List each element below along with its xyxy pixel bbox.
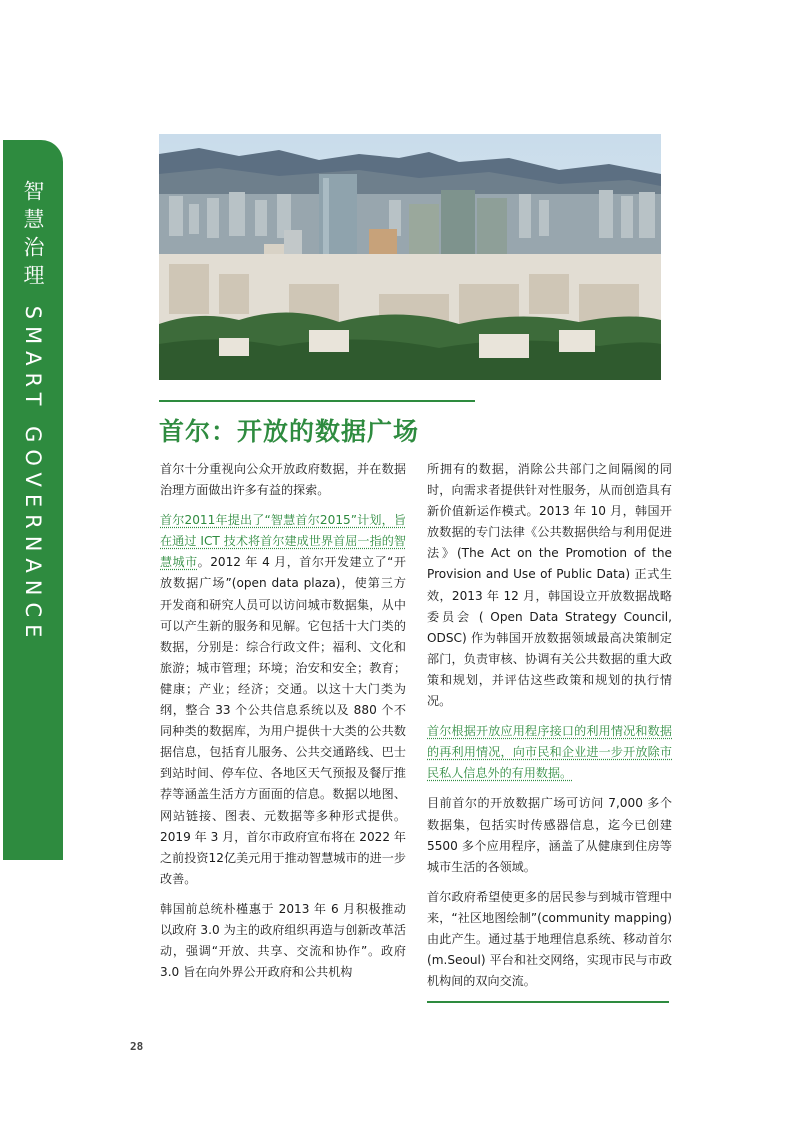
right-paragraph-3: 目前首尔的开放数据广场可访问 7,000 多个数据集，包括实时传感器信息，迄今已创建 5500 多个应用程序，涵盖了从健康到住房等城市生活的各领域。 — [427, 796, 672, 874]
title-rule — [159, 400, 475, 402]
highlight-text: 首尔2011年提出了“智慧首尔2015”计划，旨在通过 ICT 技术将首尔建成世界首屈一指的智慧城市 — [160, 513, 406, 570]
right-paragraph-2-highlight: 首尔根据开放应用程序接口的利用情况和数据的再利用情况，向市民和企业进一步开放除市民私人信息外的有用数据。 — [427, 724, 672, 781]
section-label-en: SMART GOVERNANCE — [21, 305, 45, 645]
bottom-rule — [427, 1001, 669, 1003]
seoul-skyline-photo — [159, 134, 661, 380]
section-label-cn: 智慧治理 — [21, 180, 45, 292]
article-title: 首尔：开放的数据广场 — [159, 417, 420, 446]
paragraph-text: 。2012 年 4 月，首尔开发建立了“开放数据广场”(open data plaza)，使第三方开发商和研究人员可以访问城市数据集，从中可以产生新的服务和见解。它包括十大门类的数据，分别是：综合行政文件；福利、文化和旅游；城市管理；环境；治安和安全；教育；健康；产业；经济；交通。以这十大门类为纲，整合 33 个公共信息系统以及 880 个不同种类的数据库，为用户提供十大类的公共数据信息，包括育儿服务、公共交通路线、巴士到站时间、停车位、各地区天气预报及餐厅推荐等涵盖生活方方面面的信息。数据以地图、网站链接、图表、元数据等多种形式提供。2019 年 3 月，首尔市政府宣布将在 2022 年之前投资12亿美元用于推动智慧城市的进一步改善。 — [160, 555, 406, 886]
right-paragraph-4: 首尔政府希望使更多的居民参与到城市管理中来，“社区地图绘制”(community mapping)由此产生。通过基于地理信息系统、移动首尔 (m.Seoul) 平台和社交网络，实现市民与市政机构间的双向交流。 — [427, 889, 672, 989]
right-column — [427, 459, 672, 1001]
left-paragraph-2 — [160, 510, 406, 890]
left-paragraph-3: 韩国前总统朴槿惠于 2013 年 6 月积极推动以政府 3.0 为主的政府组织再造与创新改革活动，强调“开放、共享、交流和协作”。政府 3.0 旨在向外界公开政府和公共机构 — [160, 901, 406, 980]
left-paragraph-1: 首尔十分重视向公众开放政府数据，并在数据治理方面做出许多有益的探索。 — [160, 462, 406, 498]
section-label — [18, 180, 48, 644]
right-paragraph-1: 所拥有的数据，消除公共部门之间隔阂的同时，向需求者提供针对性服务，从而创造具有新价值新运作模式。2013 年 10 月，韩国开放数据的专门法律《公共数据供给与利用促进法》(The Act on the Promotion of the Provision and Use of Public Data) 正式生效，2013 年 12 月，韩国设立开放数据战略委员会 ( Open Data Strategy Council, ODSC) 作为韩国开放数据领域最高决策制定部门，负责审核、协调有关公共数据的重大政策和规划，并评估这些政策和规划的执行情况。 — [427, 462, 672, 709]
page-number: 28 — [130, 1040, 144, 1053]
left-column — [160, 459, 406, 992]
